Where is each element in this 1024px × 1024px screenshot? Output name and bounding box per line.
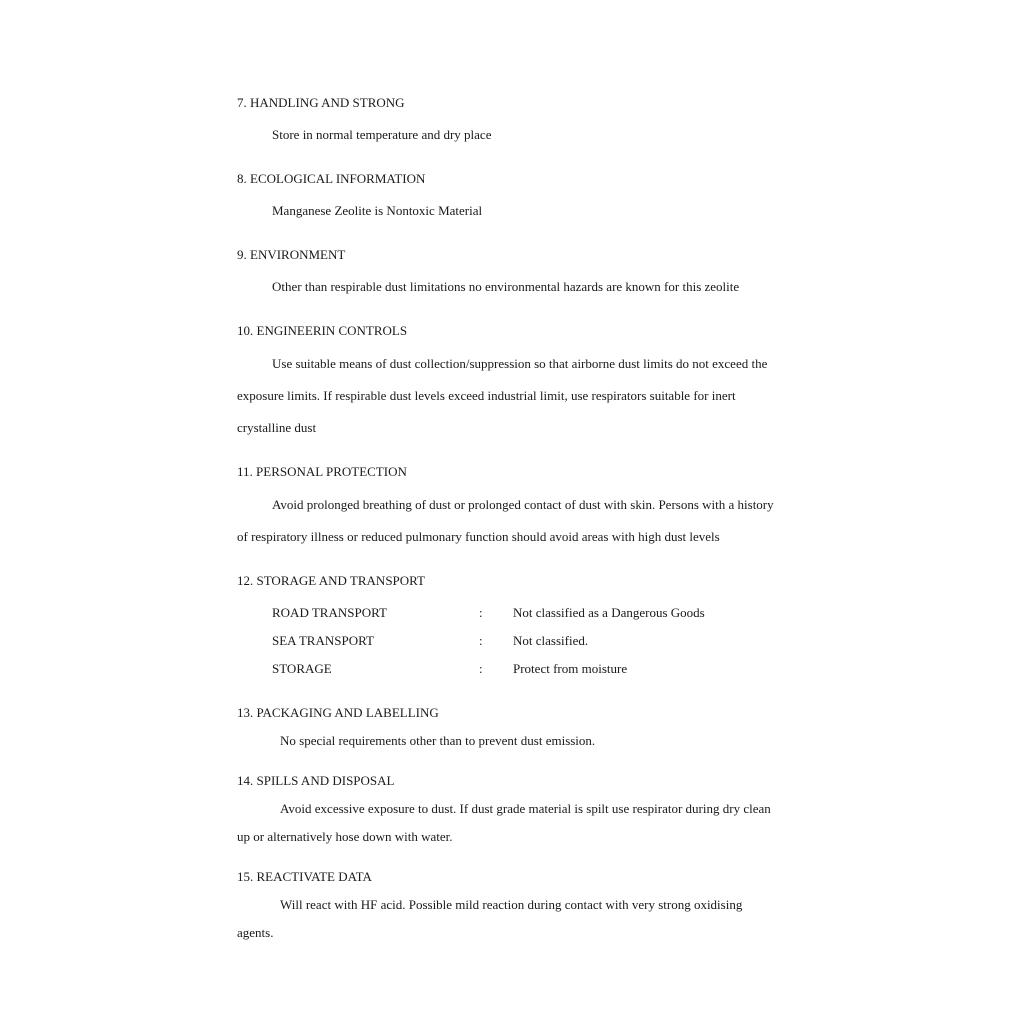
section-heading: 10. ENGINEERIN CONTROLS: [237, 323, 408, 338]
storage-row-separator: :: [479, 661, 483, 676]
section-heading: 12. STORAGE AND TRANSPORT: [237, 573, 425, 588]
section-text: Avoid excessive exposure to dust. If dust grade material is spilt use respirator during dry clean: [280, 801, 771, 816]
storage-row-value: Not classified.: [513, 633, 589, 648]
section-heading: 14. SPILLS AND DISPOSAL: [237, 773, 395, 788]
storage-row-value: Not classified as a Dangerous Goods: [513, 605, 705, 620]
section-text: No special requirements other than to prevent dust emission.: [280, 733, 596, 748]
section-heading: 7. HANDLING AND STRONG: [237, 95, 405, 110]
section-text: crystalline dust: [237, 420, 317, 435]
section-text: agents.: [237, 925, 274, 940]
section-text: Avoid prolonged breathing of dust or prolonged contact of dust with skin. Persons with a history: [272, 497, 774, 512]
section-text: Store in normal temperature and dry place: [272, 127, 492, 142]
section-heading: 15. REACTIVATE DATA: [237, 869, 372, 884]
section-heading: 9. ENVIRONMENT: [237, 247, 346, 262]
section-heading: 11. PERSONAL PROTECTION: [237, 464, 407, 479]
section-text: Manganese Zeolite is Nontoxic Material: [272, 203, 483, 218]
section-text: up or alternatively hose down with water.: [237, 829, 453, 844]
section-text: Will react with HF acid. Possible mild reaction during contact with very strong oxidising: [280, 897, 743, 912]
section-text: Use suitable means of dust collection/suppression so that airborne dust limits do not exceed the: [272, 356, 768, 371]
storage-row-label: SEA TRANSPORT: [272, 633, 374, 648]
storage-row-separator: :: [479, 605, 483, 620]
section-text: exposure limits. If respirable dust levels exceed industrial limit, use respirators suitable for inert: [237, 388, 736, 403]
storage-row-value: Protect from moisture: [513, 661, 628, 676]
storage-row-separator: :: [479, 633, 483, 648]
section-heading: 8. ECOLOGICAL INFORMATION: [237, 171, 426, 186]
section-text: of respiratory illness or reduced pulmonary function should avoid areas with high dust levels: [237, 529, 720, 544]
section-text: Other than respirable dust limitations no environmental hazards are known for this zeolite: [272, 279, 740, 294]
section-heading: 13. PACKAGING AND LABELLING: [237, 705, 439, 720]
storage-row-label: STORAGE: [272, 661, 332, 676]
storage-row-label: ROAD TRANSPORT: [272, 605, 387, 620]
